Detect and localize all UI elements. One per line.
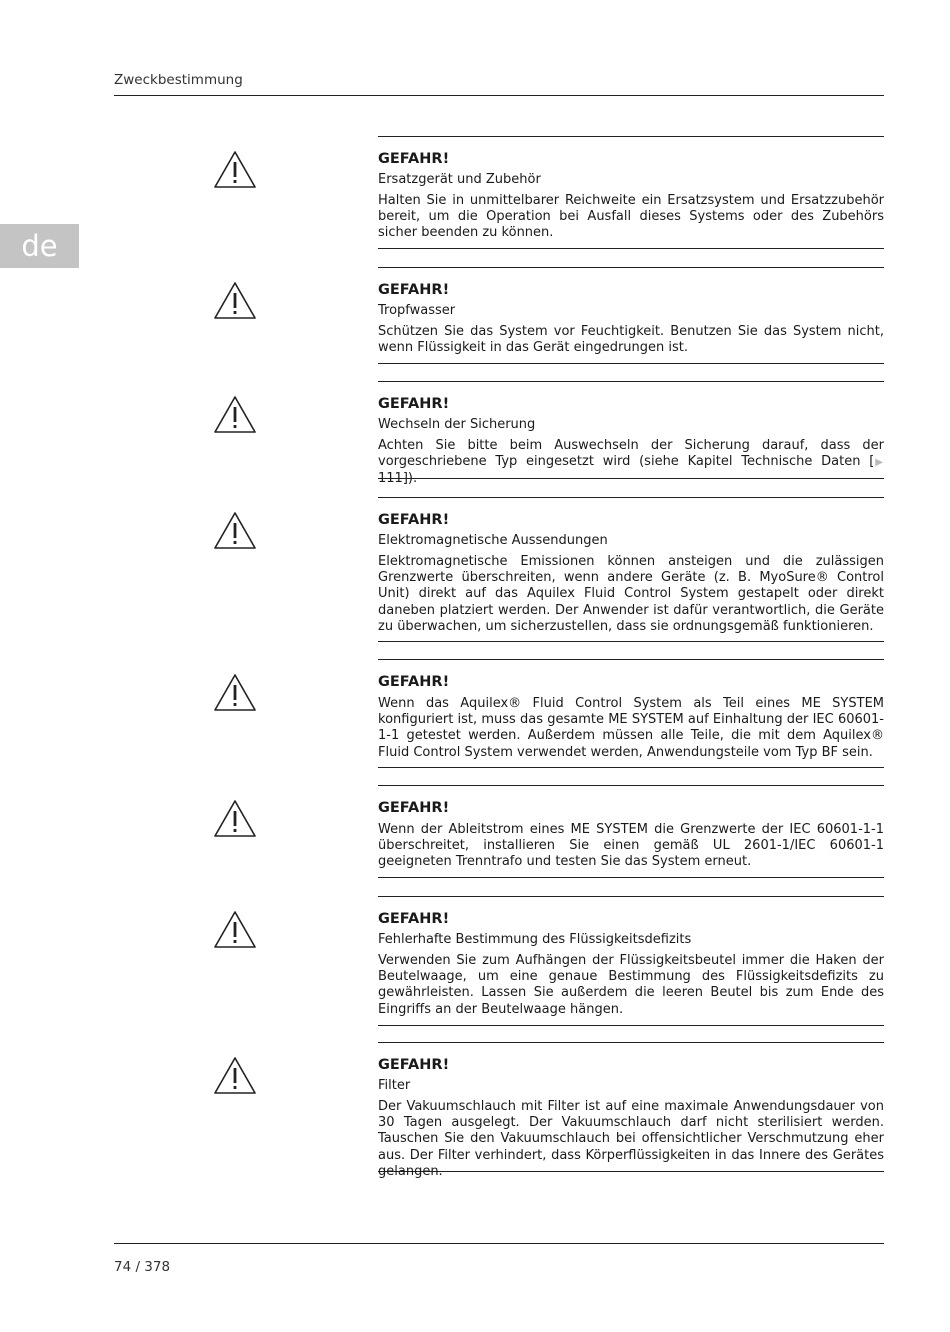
warning-block [378,381,884,487]
warning-icon [213,799,257,839]
warning-icon [213,1056,257,1096]
warning-block [378,785,884,878]
language-tab: de [0,224,79,268]
warning-text: Der Vakuumschlauch mit Filter ist auf eine maximale Anwendungsdauer von 30 Tagen ausgelegt. Der Vakuumschlauch darf nicht sterilisiert werden. Tauschen Sie den Vakuumschlauch bei offensichtlicher Verschmutzung eher aus. Der Filter verhindert, dass Körperflüssigkeiten in das Innere des Gerätes gelangen. [378,1099,884,1179]
warning-subtitle: Fehlerhafte Bestimmung des Flüssigkeitsdefizits [378,932,692,947]
warning-icon [213,511,257,551]
warning-icon [213,910,257,950]
warning-text: Halten Sie in unmittelbarer Reichweite ein Ersatzsystem und Ersatzzubehör bereit, um die Operation bei Ausfall dieses Systems oder des Zubehörs sicher beenden zu können. [378,193,884,241]
warning-icon [213,281,257,321]
warning-icon [213,395,257,435]
warning-subtitle: Filter [378,1078,411,1093]
signal-word: GEFAHR! [378,282,450,298]
warning-text: Wenn das Aquilex® Fluid Control System als Teil eines ME SYSTEM konfiguriert ist, muss das gesamte ME SYSTEM auf Einhaltung der IEC 60601-1-1 getestet werden. Außerdem müssen alle Teile, die mit dem Aquilex® Fluid Control System verwendet werden, Anwendungsteile vom Typ BF sein. [378,696,884,760]
signal-word: GEFAHR! [378,512,450,528]
signal-word: GEFAHR! [378,800,450,816]
warning-subtitle: Wechseln der Sicherung [378,417,536,432]
running-header: Zweckbestimmung [114,72,243,88]
warning-icon [213,150,257,190]
page-ref-arrow-icon: ▶ [875,457,883,469]
signal-word: GEFAHR! [378,396,450,412]
warning-subtitle: Elektromagnetische Aussendungen [378,533,608,548]
warning-text [378,438,884,488]
signal-word: GEFAHR! [378,151,450,167]
warning-text-part: ]). [402,471,418,487]
page-reference-link[interactable]: 111 [378,471,403,487]
warning-text: Verwenden Sie zum Aufhängen der Flüssigkeitsbeutel immer die Haken der Beutelwaage, um eine genaue Bestimmung des Flüssigkeitsdefizits zu gewährleisten. Lassen Sie außerdem die leeren Beutel bis zum Ende des Eingriffs an der Beutelwaage hängen. [378,953,884,1017]
warning-subtitle: Tropfwasser [378,303,456,318]
signal-word: GEFAHR! [378,911,450,927]
signal-word: GEFAHR! [378,674,450,690]
warning-block [378,497,884,642]
warning-block [378,136,884,249]
warning-text: Wenn der Ableitstrom eines ME SYSTEM die Grenzwerte der IEC 60601-1-1 überschreitet, installieren Sie einen gemäß UL 2601-1/IEC 60601-1 geeigneten Trenntrafo und testen Sie das System erneut. [378,822,884,870]
warning-block [378,659,884,768]
warning-text: Elektromagnetische Emissionen können ansteigen und die zulässigen Grenzwerte überschreiten, wenn andere Geräte (z. B. MyoSure® Control Unit) direkt auf das Aquilex Fluid Control System gestapelt oder direkt daneben platziert werden. Der Anwender ist dafür verantwortlich, die Geräte zu überwachen, um sicherzustellen, dass sie ordnungsgemäß funktionieren. [378,554,884,634]
signal-word: GEFAHR! [378,1057,450,1073]
warning-block [378,267,884,364]
page-number: 74 / 378 [114,1259,171,1275]
warning-text-part: Achten Sie bitte beim Auswechseln der Sicherung darauf, dass der vorgeschriebene Typ eingesetzt wird (siehe Kapitel Technische Daten [ [378,438,884,470]
warning-block [378,896,884,1026]
header-rule [114,95,884,96]
footer-rule [114,1243,884,1244]
warning-block [378,1042,884,1179]
warning-text: Schützen Sie das System vor Feuchtigkeit. Benutzen Sie das System nicht, wenn Flüssigkeit in das Gerät eingedrungen ist. [378,324,884,356]
warning-icon [213,673,257,713]
warning-subtitle: Ersatzgerät und Zubehör [378,172,541,187]
